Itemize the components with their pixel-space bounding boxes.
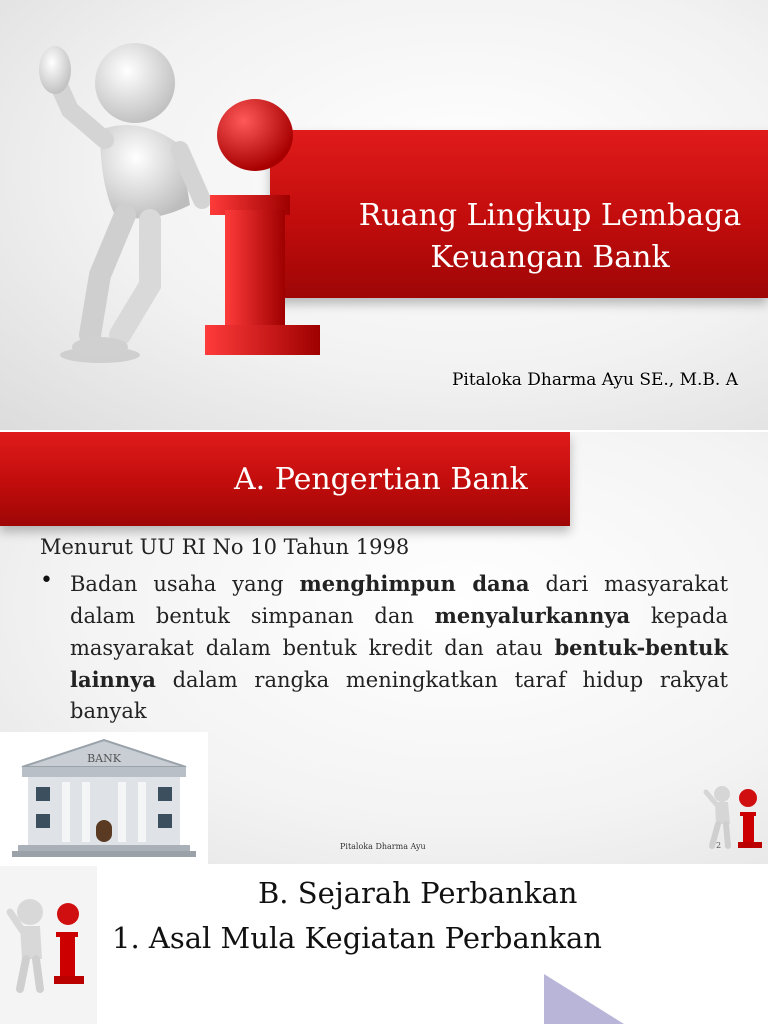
side-illustration xyxy=(0,866,97,1024)
definition-bullet xyxy=(40,568,728,727)
presentation-title xyxy=(300,195,768,279)
bank-sign: BANK xyxy=(87,752,121,765)
bank-building-illustration xyxy=(0,732,208,864)
slide-title xyxy=(0,0,768,430)
title-line-1: Ruang Lingkup Lembaga xyxy=(358,198,742,233)
lead-text: Menurut UU RI No 10 Tahun 1998 xyxy=(40,535,410,559)
bullet-dot-icon: • xyxy=(40,568,53,593)
info-figure-icon xyxy=(0,884,97,1004)
title-line-2: Keuangan Bank xyxy=(430,240,670,275)
footer-author: Pitaloka Dharma Ayu xyxy=(340,842,426,851)
decorative-triangle xyxy=(544,974,624,1024)
bank-building-icon xyxy=(0,732,208,864)
section-title: A. Pengertian Bank xyxy=(234,462,528,497)
slide-pengertian-bank xyxy=(0,432,768,864)
slide-sejarah-perbankan xyxy=(0,866,768,1024)
author-name: Pitaloka Dharma Ayu SE., M.B. A xyxy=(451,370,738,390)
subsection-title: 1. Asal Mula Kegiatan Perbankan xyxy=(112,921,602,955)
definition-text: Badan usaha yang menghimpun dana dari masyarakat dalam bentuk simpanan dan menyalurkannya kepada masyarakat dalam bentuk kredit dan atau bentuk-bentuk lainnya dalam rangka meningkatkan taraf hidup rakyat banyak xyxy=(70,571,729,723)
section-title-b: B. Sejarah Perbankan xyxy=(258,876,578,910)
page-number: 2 xyxy=(716,841,722,850)
mini-info-figure-icon xyxy=(700,784,766,854)
